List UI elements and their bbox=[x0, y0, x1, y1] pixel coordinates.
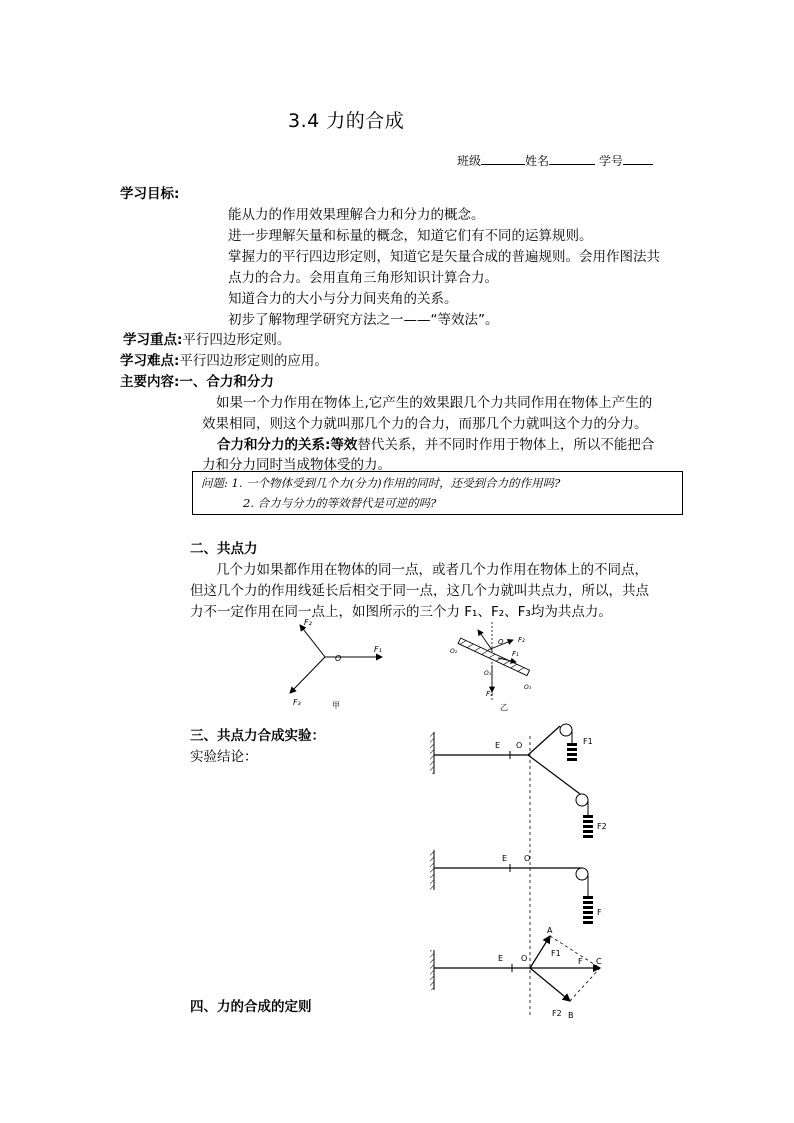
key-point bbox=[123, 328, 290, 348]
main-label: 主要内容: bbox=[120, 374, 180, 390]
label-o: O bbox=[521, 954, 528, 963]
difficulty bbox=[120, 349, 328, 369]
label-o: O bbox=[498, 638, 504, 646]
key-point-label: 学习重点: bbox=[123, 332, 183, 348]
label-a: A bbox=[547, 926, 553, 935]
section2-line2: 但这几个力的作用线延长后相交于同一点，这几个力就叫共点力，所以，共点 bbox=[190, 583, 649, 599]
relation-line2: 力和分力同时当成物体受的力。 bbox=[202, 457, 391, 473]
label-c: C bbox=[596, 957, 602, 966]
objectives-heading: 学习目标: bbox=[120, 186, 180, 202]
experiment-diagram-2 bbox=[430, 850, 602, 924]
label-f1: F1 bbox=[551, 949, 561, 958]
objective-item: 掌握力的平行四边形定则，知道它是矢量合成的普遍规则。会用作图法共 bbox=[228, 249, 660, 265]
objective-item: 知道合力的大小与分力间夹角的关系。 bbox=[228, 291, 458, 307]
section4-title: 四、力的合成的定则 bbox=[190, 999, 312, 1015]
relation-text: 替代关系，并不同时作用于物体上，所以不能把合 bbox=[357, 437, 655, 453]
para1-line1: 如果一个力作用在物体上,它产生的效果跟几个力共同作用在物体上产生的 bbox=[216, 395, 653, 411]
section3-title: 三、共点力合成实验： bbox=[190, 728, 325, 744]
caption-jia: 甲 bbox=[332, 701, 340, 710]
objective-item: 点力的合力。会用直角三角形知识计算合力。 bbox=[228, 270, 498, 286]
objective-item: 进一步理解矢量和标量的概念，知道它们有不同的运算规则。 bbox=[228, 228, 593, 244]
label-e: E bbox=[502, 854, 508, 863]
experiment-conclusion: 实验结论： bbox=[190, 749, 258, 765]
label-f2: F2 bbox=[552, 1009, 562, 1018]
label-f1: F1 bbox=[583, 737, 593, 746]
section2-title: 二、共点力 bbox=[190, 541, 258, 557]
label-o2: O₂ bbox=[450, 648, 458, 655]
label-o: O bbox=[524, 854, 531, 863]
relation-bold: 等效 bbox=[330, 437, 358, 453]
objective-item: 能从力的作用效果理解合力和分力的概念。 bbox=[228, 207, 485, 223]
difficulty-label: 学习难点: bbox=[120, 353, 180, 369]
section2-line3: 力不一定作用在同一点上，如图所示的三个力 F₁、F₂、F₃均为共点力。 bbox=[190, 604, 612, 620]
figure-concurrent-forces-b bbox=[448, 620, 548, 715]
figure-concurrent-forces-a bbox=[270, 615, 400, 715]
label-o1: O₁ bbox=[484, 670, 492, 677]
label-o3: O₃ bbox=[524, 684, 532, 691]
section2-line1: 几个力如果都作用在物体的同一点，或者几个力作用在物体上的不同点， bbox=[216, 562, 648, 578]
label-f1: F₁ bbox=[512, 650, 519, 658]
experiment-diagram-3 bbox=[430, 926, 602, 1018]
key-point-text: 平行四边形定则。 bbox=[182, 332, 291, 348]
label-f2: F₂ bbox=[304, 618, 312, 627]
class-blank[interactable] bbox=[481, 153, 525, 165]
label-f: F bbox=[597, 908, 602, 917]
relation-line bbox=[217, 433, 654, 453]
difficulty-text: 平行四边形定则的应用。 bbox=[179, 353, 328, 369]
question-box bbox=[192, 471, 683, 515]
section1-title: 一、合力和分力 bbox=[179, 374, 274, 390]
experiment-diagrams bbox=[420, 718, 620, 1018]
label-b: B bbox=[568, 1011, 574, 1018]
label-o: O bbox=[516, 741, 523, 750]
name-blank[interactable] bbox=[549, 153, 595, 165]
class-label: 班级 bbox=[457, 154, 482, 168]
label-e: E bbox=[498, 954, 504, 963]
id-blank[interactable] bbox=[623, 153, 653, 165]
question-1: 问题: 1. 一个物体受到几个力(分力)作用的同时，还受到合力的作用吗? bbox=[201, 476, 561, 490]
label-f1: F₁ bbox=[374, 645, 382, 654]
force-arrow-f3 bbox=[290, 657, 325, 693]
para1-line2: 效果相同，则这个力就叫那几个力的合力，而那几个力就叫这个力的分力。 bbox=[202, 416, 648, 432]
label-o: O bbox=[335, 654, 342, 663]
id-label: 学号 bbox=[599, 154, 624, 168]
objective-item: 初步了解物理学研究方法之一——“等效法”。 bbox=[228, 312, 499, 328]
experiment-diagram-1 bbox=[430, 724, 607, 838]
question-2: 2. 合力与分力的等效替代是可逆的吗? bbox=[243, 496, 437, 510]
page-title: 3.4 力的合成 bbox=[288, 110, 405, 132]
name-label: 姓名 bbox=[525, 154, 550, 168]
label-f3: F₃ bbox=[486, 690, 493, 698]
student-info bbox=[457, 152, 653, 169]
label-e: E bbox=[495, 741, 501, 750]
label-f2: F₂ bbox=[518, 636, 525, 644]
label-f2: F2 bbox=[597, 822, 607, 831]
relation-label: 合力和分力的关系: bbox=[217, 437, 331, 453]
label-f: F bbox=[578, 957, 583, 966]
main-content bbox=[120, 370, 274, 390]
caption-yi: 乙 bbox=[500, 703, 508, 712]
force-arrow-f2 bbox=[300, 625, 325, 657]
label-f3: F₃ bbox=[293, 698, 301, 707]
